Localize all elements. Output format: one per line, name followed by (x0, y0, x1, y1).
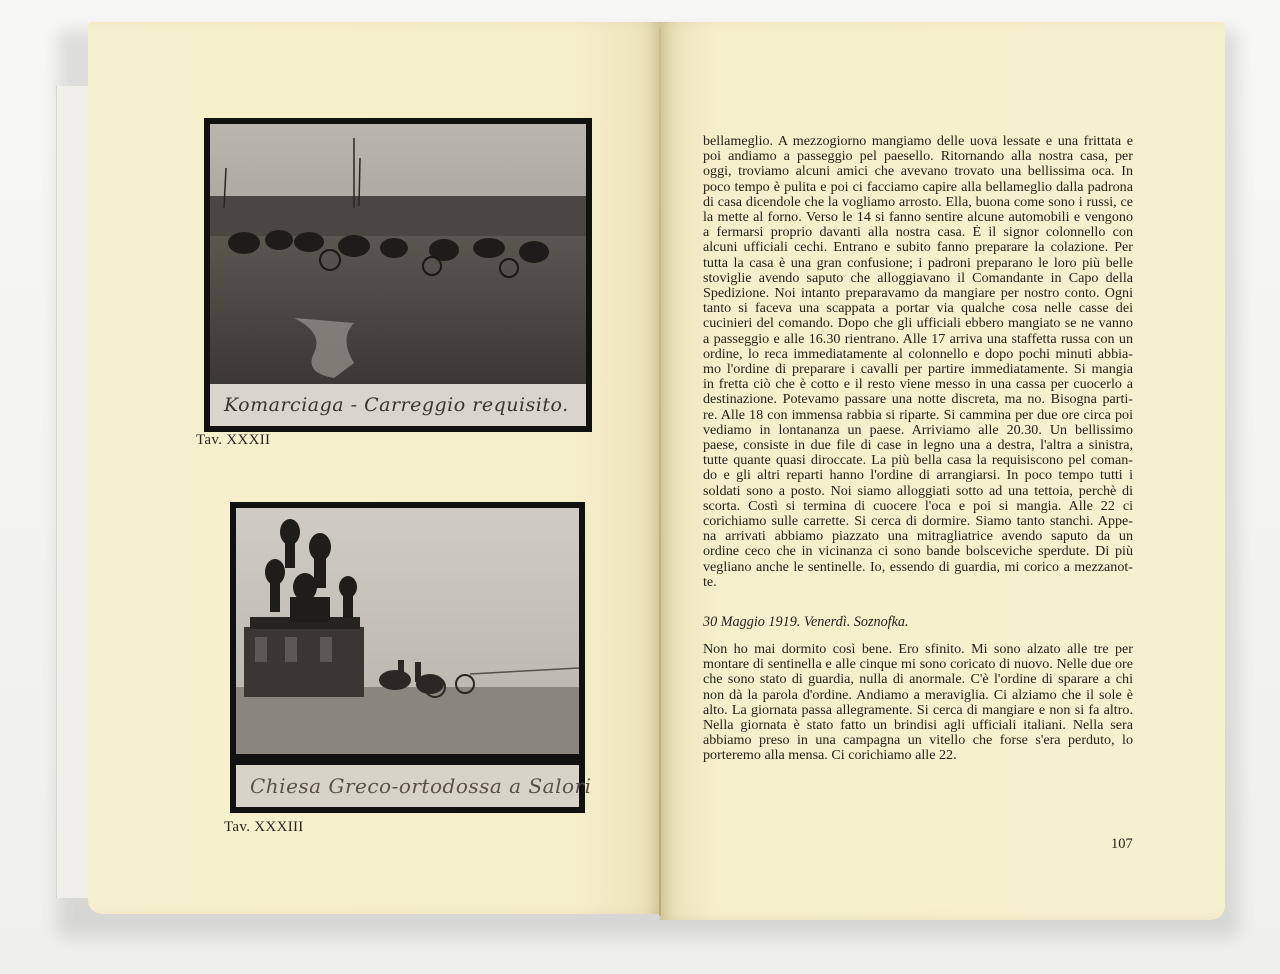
text-line: che sono stato di guardia, nulla di anormale. C'è l'ordine di sparare a chi (703, 672, 1133, 688)
photo-plate-xxxii (204, 118, 592, 432)
text-line: tanto si faceva una scappata a portar via qualche cosa nelle casse dei (703, 301, 1133, 317)
text-line: paese, consiste in due file di case in legno una a destra, l'altra a sinistra, (703, 438, 1133, 454)
text-line: abbiamo preso in una campagna un vitello che forse s'era perduto, lo (703, 733, 1133, 749)
text-line: tutte quante quasi diroccate. La più bella casa la requisiscono pel coman- (703, 453, 1133, 469)
book-spine (659, 28, 661, 916)
text-line: non dà la parola d'ordine. Andiamo a meraviglia. Ci alziamo che il sole è (703, 687, 1133, 703)
text-line: tutta la casa è una gran confusione; i padroni preparano le loro più belle (703, 255, 1133, 271)
text-line: a fermarsi proprio davanti alla nostra casa. È il signor colonnello con (703, 225, 1133, 241)
plate-caption-xxxii: Tav. XXXII (196, 432, 271, 448)
text-line: oggi, troviamo alcuni amici che avevano trovato una bellissima oca. In (703, 164, 1133, 180)
text-line: alto. La giornata passa allegramente. Si cerca di mangiare e non si fa altro. (703, 702, 1133, 718)
text-line: di casa dicendole che la vogliamo arrosto. Ella, buona come sono i russi, ce (703, 194, 1133, 210)
text-line: alcuni ufficiali cechi. Entrano e subito fanno preparare la colazione. Per (703, 240, 1133, 256)
plate-handwritten-caption: Komarciaga - Carreggio requisito. (210, 384, 586, 426)
text-line: a passeggio e alle 16.30 rientrano. Alle 17 arriva una staffetta russa con un (703, 331, 1133, 347)
page-number: 107 (1111, 836, 1133, 852)
text-line: soldati sono a posto. Noi siamo alloggiati sotto ad una tettoia, perchè di (703, 483, 1133, 499)
plate-caption-xxxiii: Tav. XXXIII (224, 819, 304, 835)
text-line: na arrivati abbiamo piazzato una mitragliatrice avendo saputo da un (703, 529, 1133, 545)
text-line: ordine ceco che in vicinanza ci sono bande bolsceviche sperdute. Di più (703, 544, 1133, 560)
text-line: poco tempo è pulita e poi ci facciamo capire alla bellameglio dalla padrona (703, 179, 1133, 195)
text-line: in fretta ciò che è cotto e il resto viene messo in una cassa per cuocerlo a (703, 377, 1133, 393)
text-line: poi andiamo a passeggio pel paesello. Ritornando alla nostra casa, per (703, 149, 1133, 165)
text-line: mo l'ordine di preparare i cavalli per partire immediatamente. Si mangia (703, 362, 1133, 378)
text-line: Non ho mai dormito così bene. Ero sfinito. Mi sono alzato alle tre per (703, 642, 1133, 657)
text-line: ordine, lo reca immediatamente al colonnello e dopo pochi minuti abbia- (703, 346, 1133, 362)
text-line: porteremo alla mensa. Ci corichiamo alle 22. (703, 748, 957, 764)
text-line: corichiamo sulle carrette. Si cerca di dormire. Siamo tanto stanchi. Appe- (703, 514, 1133, 530)
diary-paragraph-1 (703, 134, 1133, 590)
text-line: re. Alle 18 con immensa rabbia si riparte. Si cammina per due ore circa poi (703, 407, 1133, 423)
text-line: do e gli altri reparti hanno l'ordine di arrangiarsi. In poco tempo tutti i (703, 468, 1133, 484)
text-line: stoviglie avendo saputo che alloggiavano il Comandante in Capo della (703, 270, 1133, 286)
diary-paragraph-2 (703, 642, 1133, 764)
text-line: la mette al forno. Verso le 14 si fanno sentire alcune automobili e vengono (703, 210, 1133, 226)
text-line: te. (703, 574, 717, 590)
text-line: montare di sentinella e alle cinque mi sono coricato di nuovo. Nelle due ore (703, 657, 1133, 673)
text-line: Nella giornata è stato fatto un brindisi agli ufficiali italiani. Nella sera (703, 718, 1133, 734)
text-line: destinazione. Potevamo passare una notte discreta, ma no. Bisogna parti- (703, 392, 1133, 408)
text-line: vediamo in lontananza un paese. Arriviamo alle 20.30. Un bellissimo (703, 422, 1133, 438)
text-line: bellameglio. A mezzogiorno mangiamo delle uova lessate e una frittata e (703, 134, 1133, 149)
plate-handwritten-caption: Chiesa Greco-ortodossa a Salori (236, 765, 579, 807)
text-line: vegliano anche le sentinelle. Io, essendo di guardia, mi corico a mezzanot- (703, 559, 1133, 575)
text-line: scorta. Costì si termina di cuocere l'oca e poi si mangia. Alle 22 ci (703, 498, 1133, 514)
text-line: cucinieri del comando. Dopo che gli ufficiali ebbero mangiato se ne vanno (703, 316, 1133, 332)
photo-plate-xxxiii (230, 502, 592, 813)
text-line: Spedizione. Noi intanto preparavamo da mangiare per nostro conto. Ogni (703, 286, 1133, 302)
diary-date-heading: 30 Maggio 1919. Venerdì. Soznofka. (703, 614, 909, 630)
